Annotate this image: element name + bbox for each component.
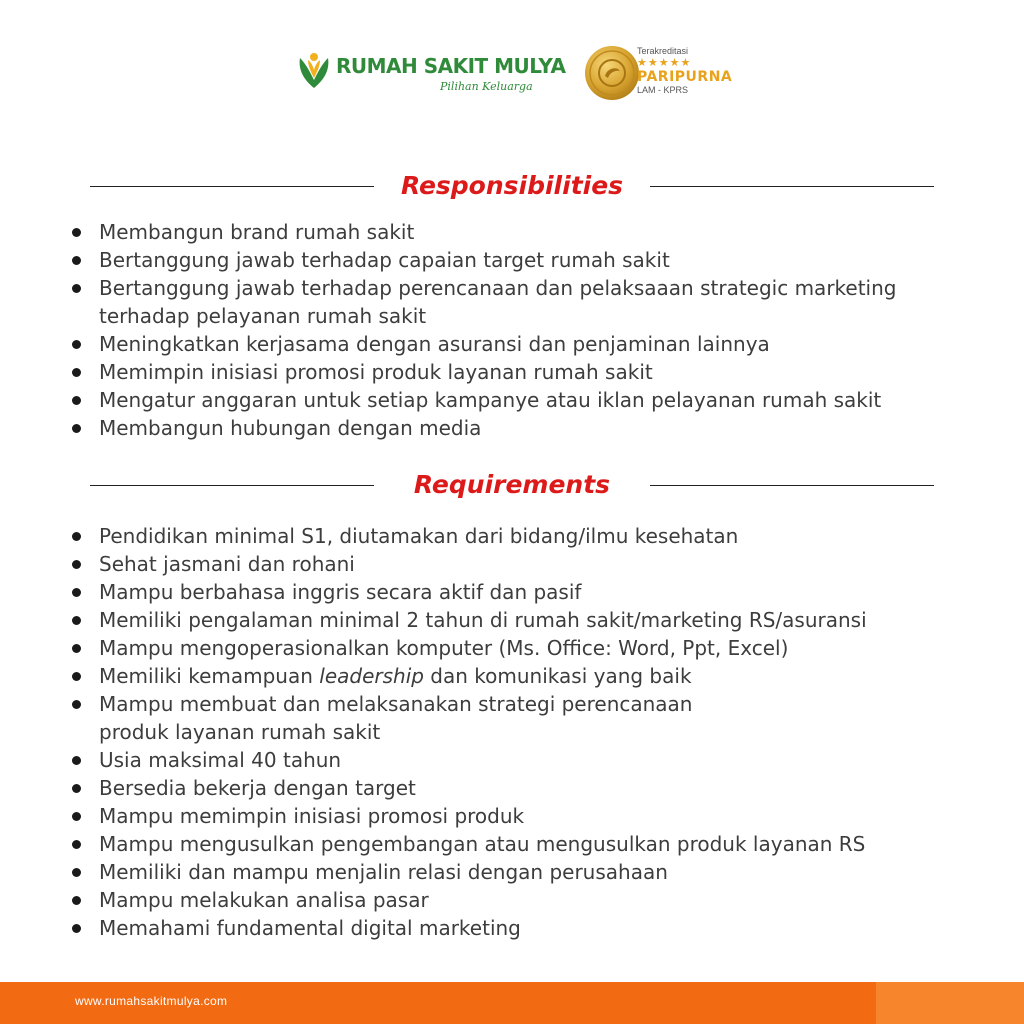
bullet-icon <box>72 616 81 625</box>
bullet-icon <box>72 644 81 653</box>
list-item <box>70 662 950 690</box>
list-item-text: Mampu memimpin inisiasi promosi produk <box>99 804 525 828</box>
list-item-text: Memimpin inisiasi promosi produk layanan rumah sakit <box>99 360 653 384</box>
list-item <box>70 550 950 578</box>
list-item-text: Membangun hubungan dengan media <box>99 416 482 440</box>
list-item <box>70 246 950 274</box>
list-item-text: Sehat jasmani dan rohani <box>99 552 355 576</box>
bullet-icon <box>72 424 81 433</box>
accreditation-seal-icon <box>583 44 641 102</box>
list-item <box>70 690 950 746</box>
list-item-text: Mampu mengoperasionalkan komputer (Ms. Office: Word, Ppt, Excel) <box>99 636 789 660</box>
list-item-text: Mampu mengusulkan pengembangan atau mengusulkan produk layanan RS <box>99 832 866 856</box>
list-item <box>70 858 950 886</box>
divider-line <box>650 186 934 187</box>
accreditation-stars: ★★★★★ <box>637 57 692 69</box>
list-item-text: produk layanan rumah sakit <box>99 720 381 744</box>
bullet-icon <box>72 256 81 265</box>
list-item-text: Bertanggung jawab terhadap capaian target rumah sakit <box>99 248 670 272</box>
brand-logo <box>294 48 570 100</box>
list-item <box>70 274 950 330</box>
list-item <box>70 634 950 662</box>
list-item-text: Mengatur anggaran untuk setiap kampanye atau iklan pelayanan rumah sakit <box>99 388 882 412</box>
bullet-icon <box>72 368 81 377</box>
bullet-icon <box>72 924 81 933</box>
list-item-text: Usia maksimal 40 tahun <box>99 748 342 772</box>
bullet-icon <box>72 340 81 349</box>
footer-bar <box>0 982 1024 1024</box>
accreditation-info <box>637 46 757 96</box>
list-item <box>70 358 950 386</box>
list-item <box>70 414 950 442</box>
list-item <box>70 830 950 858</box>
bullet-icon <box>72 812 81 821</box>
responsibilities-title: Responsibilities <box>400 171 624 200</box>
list-item-text: Memahami fundamental digital marketing <box>99 916 521 940</box>
list-item <box>70 774 950 802</box>
list-item-text: Meningkatkan kerjasama dengan asuransi dan penjaminan lainnya <box>99 332 770 356</box>
divider-line <box>90 485 374 486</box>
requirements-header <box>90 466 934 506</box>
list-item-text: terhadap pelayanan rumah sakit <box>99 304 427 328</box>
bullet-icon <box>72 228 81 237</box>
list-item-fragment: dan komunikasi yang baik <box>423 664 692 688</box>
footer-accent <box>876 982 1024 1024</box>
responsibilities-list <box>70 218 950 442</box>
list-item-text: Mampu berbahasa inggris secara aktif dan pasif <box>99 580 582 604</box>
requirements-list <box>70 522 950 942</box>
list-item <box>70 578 950 606</box>
accreditation-label: Terakreditasi <box>637 46 689 56</box>
accreditation-level: PARIPURNA <box>637 69 733 85</box>
bullet-icon <box>72 532 81 541</box>
list-item <box>70 886 950 914</box>
list-item <box>70 330 950 358</box>
brand-name: RUMAH SAKIT MULYA <box>336 54 566 78</box>
list-item-text <box>99 662 950 690</box>
list-item-text: Bertanggung jawab terhadap perencanaan dan pelaksaaan strategic marketing <box>99 276 897 300</box>
list-item <box>70 746 950 774</box>
brand-tagline: Pilihan Keluarga <box>440 80 533 93</box>
bullet-icon <box>72 560 81 569</box>
list-item-fragment: Memiliki kemampuan <box>99 664 320 688</box>
leaf-logo-icon <box>294 50 334 90</box>
list-item <box>70 218 950 246</box>
bullet-icon <box>72 396 81 405</box>
list-item-text: Pendidikan minimal S1, diutamakan dari bidang/ilmu kesehatan <box>99 524 739 548</box>
list-item-text: Memiliki pengalaman minimal 2 tahun di rumah sakit/marketing RS/asuransi <box>99 608 867 632</box>
list-item-text: Mampu membuat dan melaksanakan strategi perencanaan <box>99 692 693 716</box>
divider-line <box>650 485 934 486</box>
list-item <box>70 606 950 634</box>
list-item <box>70 386 950 414</box>
bullet-icon <box>72 784 81 793</box>
bullet-icon <box>72 588 81 597</box>
accreditation-body: LAM - KPRS <box>637 85 689 95</box>
bullet-icon <box>72 868 81 877</box>
bullet-icon <box>72 672 81 681</box>
website-url[interactable]: www.rumahsakitmulya.com <box>75 994 228 1008</box>
header <box>294 44 754 106</box>
bullet-icon <box>72 840 81 849</box>
list-item <box>70 802 950 830</box>
requirements-title: Requirements <box>413 470 611 499</box>
divider-line <box>90 186 374 187</box>
list-item <box>70 914 950 942</box>
bullet-icon <box>72 756 81 765</box>
list-item <box>70 522 950 550</box>
bullet-icon <box>72 284 81 293</box>
emphasis-text: leadership <box>319 664 424 688</box>
bullet-icon <box>72 896 81 905</box>
responsibilities-header <box>90 167 934 207</box>
list-item-text: Bersedia bekerja dengan target <box>99 776 416 800</box>
list-item-text: Memiliki dan mampu menjalin relasi dengan perusahaan <box>99 860 668 884</box>
bullet-icon <box>72 700 81 709</box>
list-item-text: Membangun brand rumah sakit <box>99 220 415 244</box>
list-item-text: Mampu melakukan analisa pasar <box>99 888 429 912</box>
